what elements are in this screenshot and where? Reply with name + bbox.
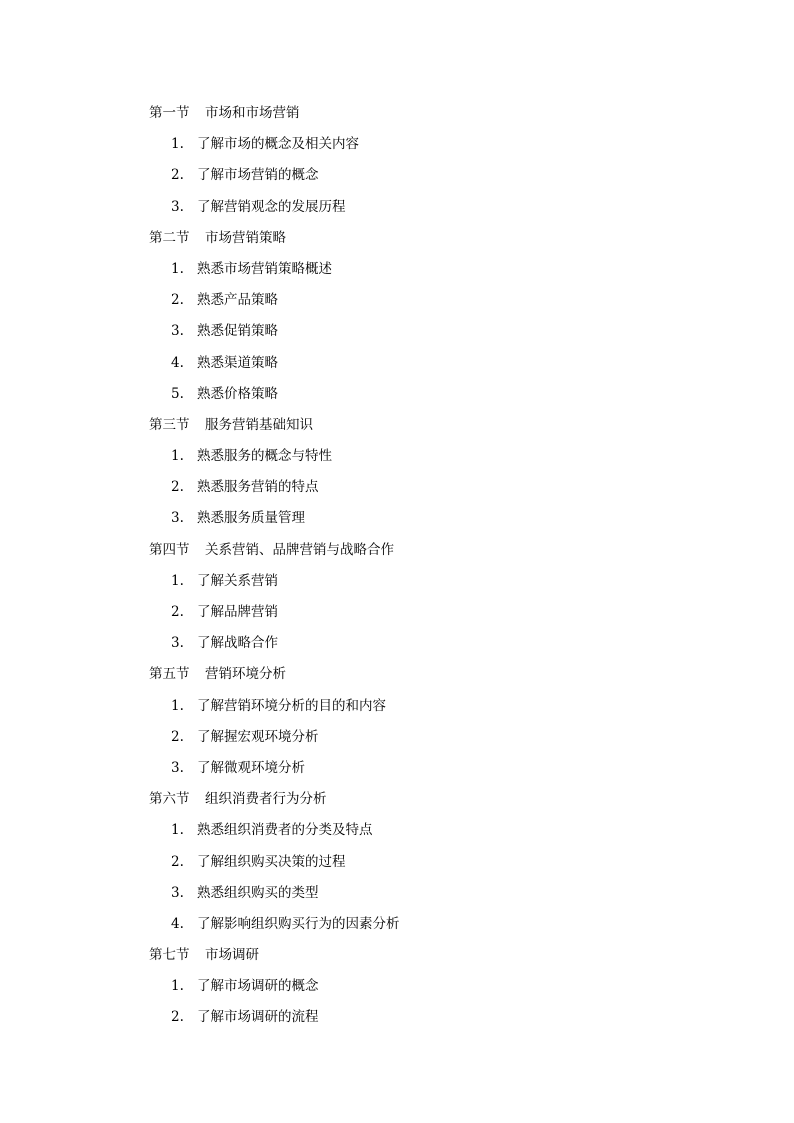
item-text: 熟悉产品策略	[197, 292, 278, 309]
list-item	[149, 472, 709, 503]
item-text: 了解营销环境分析的目的和内容	[197, 697, 386, 714]
section-number: 第一节	[149, 105, 190, 121]
list-item	[149, 160, 709, 191]
item-number: 2.	[171, 604, 184, 620]
list-item	[149, 815, 709, 846]
list-item	[149, 1002, 709, 1033]
section-title: 组织消费者行为分析	[205, 791, 327, 808]
item-text: 了解市场调研的流程	[197, 1009, 319, 1026]
item-text: 了解战略合作	[197, 635, 278, 652]
list-item	[149, 878, 709, 909]
section-number: 第四节	[149, 541, 190, 558]
item-number: 3.	[171, 510, 184, 527]
item-number: 2.	[171, 853, 184, 870]
item-text: 了解握宏观环境分析	[197, 728, 319, 745]
item-number: 3.	[171, 323, 184, 340]
item-number: 2.	[171, 1009, 184, 1026]
item-text: 熟悉服务的概念与特性	[197, 448, 332, 465]
list-item	[149, 129, 709, 160]
section-number: 第五节	[149, 666, 190, 683]
item-text: 熟悉服务营销的特点	[197, 479, 319, 496]
list-item	[149, 379, 709, 410]
item-number: 1.	[171, 978, 184, 995]
list-item	[149, 847, 709, 878]
section-title: 市场调研	[205, 947, 259, 964]
item-text: 了解组织购买决策的过程	[197, 853, 346, 870]
item-number: 3.	[171, 635, 184, 652]
item-text: 熟悉组织购买的类型	[197, 884, 319, 901]
section-title: 关系营销、品牌营销与战略合作	[205, 541, 394, 558]
item-number: 1.	[171, 260, 184, 277]
item-number: 3.	[171, 759, 184, 776]
list-item	[149, 909, 709, 940]
item-number: 2.	[171, 728, 184, 745]
item-number: 2.	[171, 292, 184, 309]
list-item	[149, 503, 709, 534]
item-text: 了解品牌营销	[197, 604, 278, 620]
item-number: 4.	[171, 354, 184, 371]
list-item	[149, 285, 709, 316]
item-text: 熟悉组织消费者的分类及特点	[197, 822, 373, 839]
item-number: 1.	[171, 136, 184, 153]
list-item	[149, 722, 709, 753]
list-item	[149, 753, 709, 784]
item-number: 2.	[171, 479, 184, 496]
section-heading	[149, 659, 709, 690]
section-title: 市场和市场营销	[205, 105, 300, 121]
section-number: 第三节	[149, 416, 190, 433]
item-number: 1.	[171, 822, 184, 839]
item-text: 熟悉市场营销策略概述	[197, 260, 332, 277]
section-heading	[149, 535, 709, 566]
list-item	[149, 971, 709, 1002]
list-item	[149, 441, 709, 472]
section-number: 第二节	[149, 229, 190, 246]
section-number: 第七节	[149, 947, 190, 964]
section-outline	[149, 98, 709, 1034]
section-title: 市场营销策略	[205, 229, 286, 246]
section-heading	[149, 410, 709, 441]
section-heading	[149, 98, 709, 129]
section-heading	[149, 784, 709, 815]
item-number: 1.	[171, 448, 184, 465]
section-title: 营销环境分析	[205, 666, 286, 683]
item-text: 了解市场调研的概念	[197, 978, 319, 995]
list-item	[149, 348, 709, 379]
list-item	[149, 628, 709, 659]
item-text: 了解关系营销	[197, 572, 278, 589]
section-heading	[149, 940, 709, 971]
item-number: 5.	[171, 385, 184, 402]
item-number: 1.	[171, 572, 184, 589]
item-text: 了解微观环境分析	[197, 759, 305, 776]
item-text: 熟悉服务质量管理	[197, 510, 305, 527]
item-text: 了解营销观念的发展历程	[197, 198, 346, 215]
list-item	[149, 691, 709, 722]
section-heading	[149, 223, 709, 254]
item-text: 了解市场的概念及相关内容	[197, 136, 359, 153]
item-text: 了解影响组织购买行为的因素分析	[197, 915, 400, 932]
list-item	[149, 192, 709, 223]
list-item	[149, 597, 709, 628]
item-number: 2.	[171, 167, 184, 184]
item-number: 3.	[171, 198, 184, 215]
item-text: 熟悉价格策略	[197, 385, 278, 402]
section-title: 服务营销基础知识	[205, 416, 313, 433]
list-item	[149, 566, 709, 597]
item-number: 3.	[171, 884, 184, 901]
list-item	[149, 254, 709, 285]
item-text: 了解市场营销的概念	[197, 167, 319, 184]
item-number: 4.	[171, 915, 184, 932]
item-text: 熟悉促销策略	[197, 323, 278, 340]
item-number: 1.	[171, 697, 184, 714]
section-number: 第六节	[149, 791, 190, 808]
list-item	[149, 316, 709, 347]
item-text: 熟悉渠道策略	[197, 354, 278, 371]
